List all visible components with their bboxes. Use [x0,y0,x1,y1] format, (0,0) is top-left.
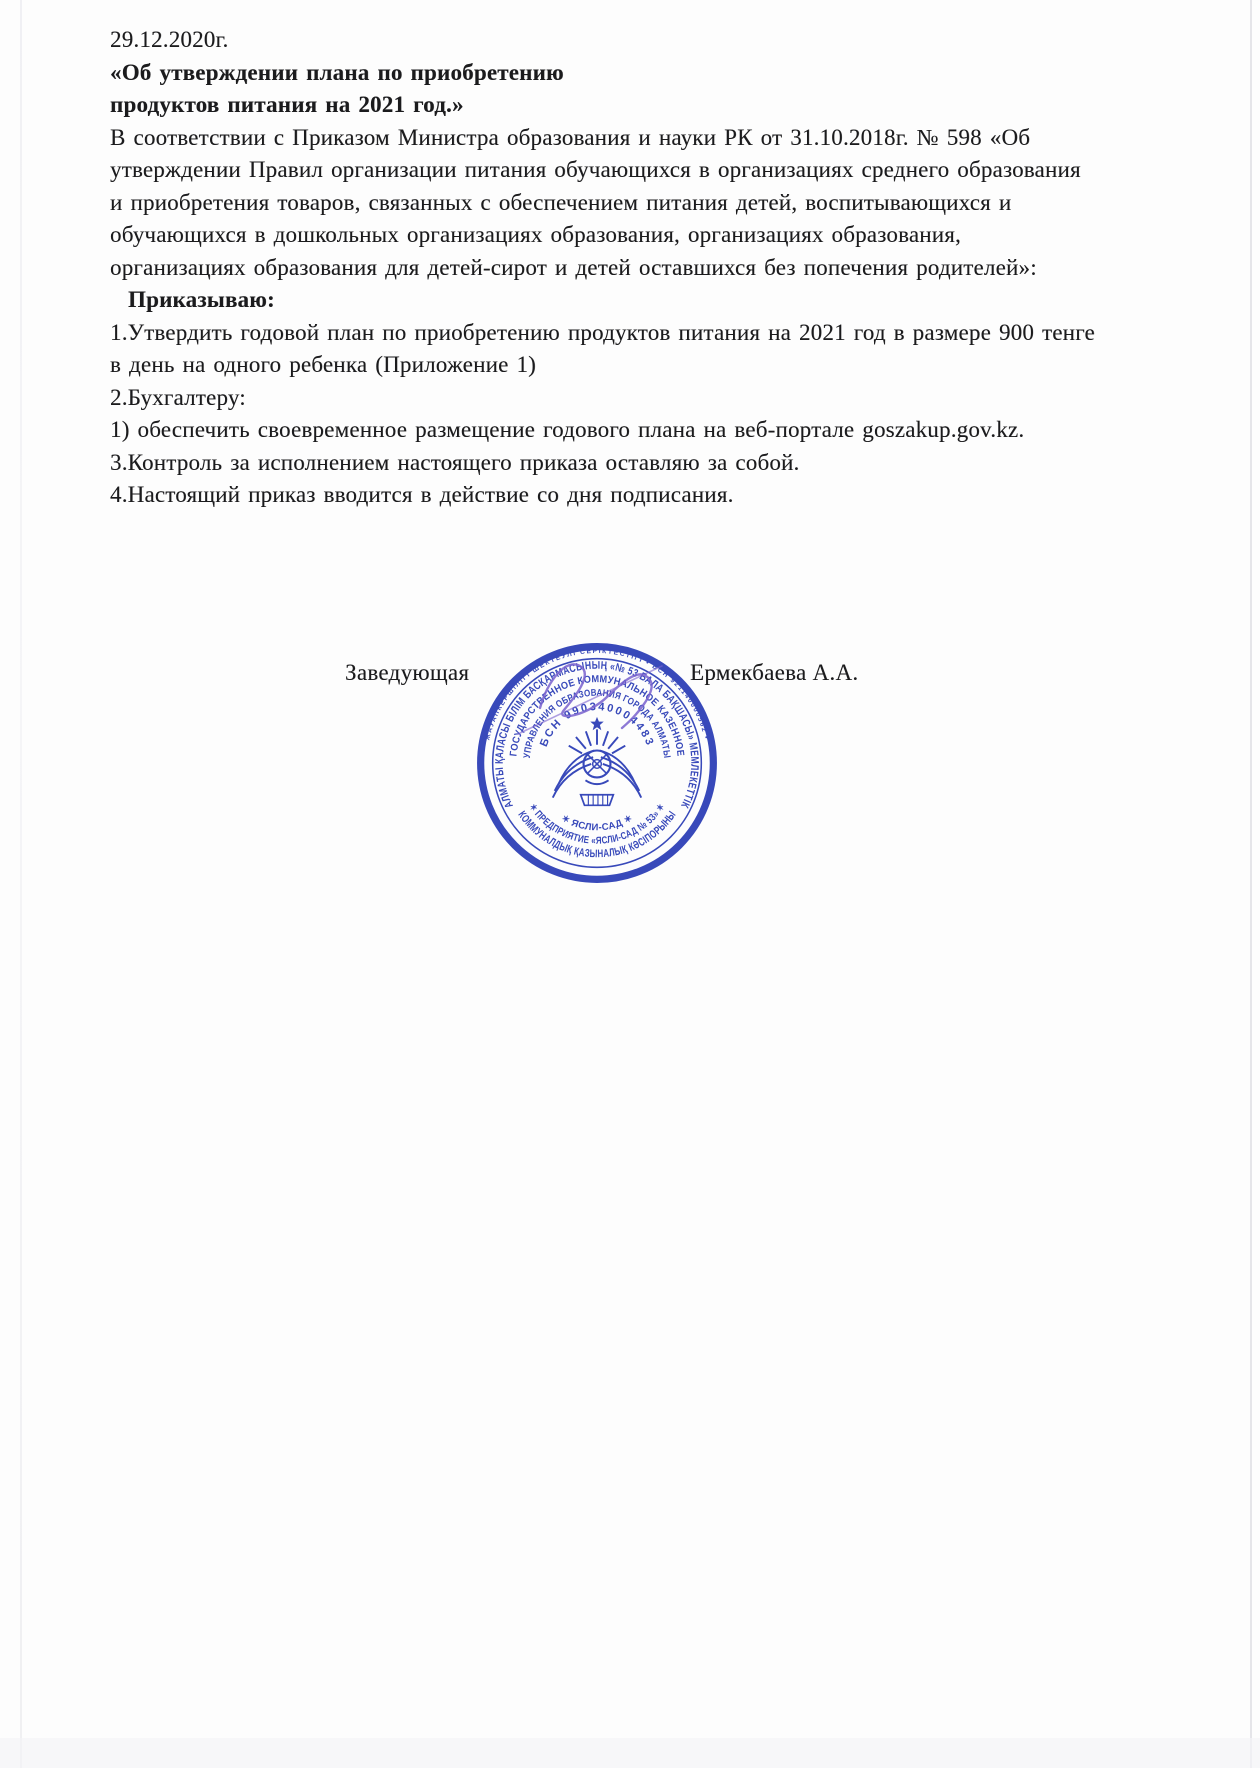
order-line: в день на одного ребенка (Приложение 1) [110,352,537,377]
order-line: 3.Контроль за исполнением настоящего приказа оставляю за собой. [110,449,800,475]
scan-edge-artifact-left [20,0,22,1768]
order-line: 2.Бухгалтеру: [110,384,246,410]
order-text-block [110,24,1160,512]
document-title-line-1: «Об утверждении плана по приобретению [110,59,564,85]
preamble-line: организациях образования для детей-сирот и детей оставшихся без попечения родителей»: [110,254,1037,280]
stamp-ring-ru-top-text: ГОСУДАРСТВЕННОЕ КОММУНАЛЬНОЕ КАЗЕННОЕ [508,674,686,758]
handwritten-signature [500,636,720,766]
stamp-ring-kk-bottom-text: КОММУНАЛДЫҚ ҚАЗЫНАЛЫҚ КӘСІПОРЫНЫ [515,806,681,861]
stamp-bin-arc-text: БСН 990340004483 [537,700,657,749]
document-title-line-2: продуктов питания на 2021 год.» [110,92,464,117]
document-date: 29.12.2020г. [110,27,229,52]
signature-name-label: Ермекбаева А.А. [690,660,859,685]
preamble-line: В соответствии с Приказом Министра образования и науки РК от 31.10.2018г. № 598 «Об [110,124,1031,150]
preamble-line: обучающихся в дошкольных организациях образования, организациях образования, [110,222,961,247]
order-line: 1.Утвердить годовой план по приобретению продуктов питания на 2021 год в размере 900 тенге [110,319,1095,345]
order-heading: Приказываю: [128,287,275,312]
stamp-ring-inner-top-text: УПРАВЛЕНИЯ ОБРАЗОВАНИЯ ГОРОДА АЛМАТЫ [521,687,673,761]
scan-edge-artifact-right [1250,0,1252,1768]
stamp-ring-ru-bottom-text: ✶ ПРЕДПРИЯТИЕ «ЯСЛИ-САД № 53» ✶ [526,800,669,847]
order-line: 1) обеспечить своевременное размещение годового плана на веб-портале goszakup.gov.kz. [110,417,1025,442]
stamp-outer-ring-text: ЖАУАПКЕРШІЛІГІ ШЕКТЕУЛІ СЕРІКТЕСТІГІ • БСН 921140000562 • [484,647,710,741]
order-line: 4.Настоящий приказ вводится в действие со дня подписания. [110,482,734,507]
stamp-ring-inner-bottom-text: ✶ ЯСЛИ-САД ✶ [559,812,635,834]
stamp-ring-kk-top-text: АЛМАТЫ ҚАЛАСЫ БІЛІМ БАСҚАРМАСЫНЫҢ «№ 53 БАЛА БАҚШАСЫ» МЕМЛЕКЕТТІК [493,659,701,812]
signature-role-label: Заведующая [345,660,470,685]
preamble-line: утверждении Правил организации питания обучающихся в организациях среднего образования [110,157,1081,182]
scan-artifact-bottom [0,1738,1260,1768]
preamble-line: и приобретения товаров, связанных с обеспечением питания детей, воспитывающихся и [110,189,1012,215]
